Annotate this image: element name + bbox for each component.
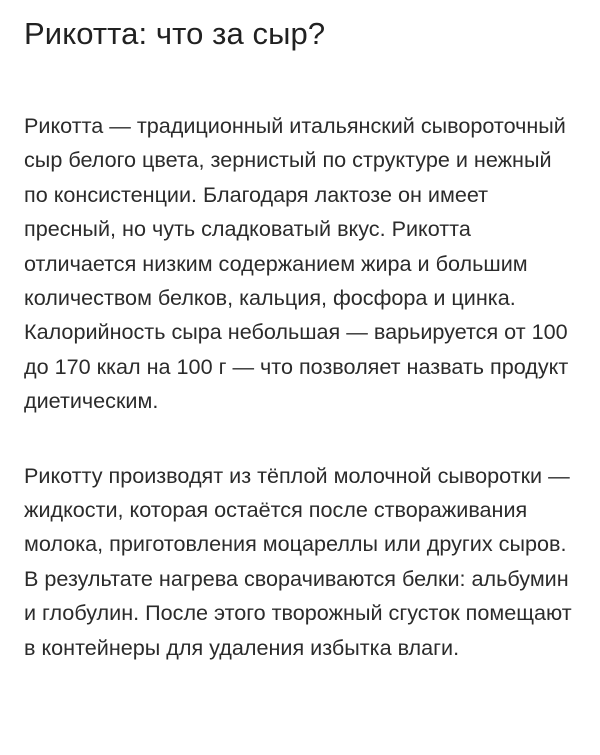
article-title: Рикотта: что за сыр? bbox=[24, 16, 326, 51]
article-paragraph-1: Рикотта — традиционный итальянский сывороточный сыр белого цвета, зернистый по структуре и нежный по консистенции. Благодаря лактозе он имеет пресный, но чуть сладковатый вкус. Рикотта отличается низким содержанием жира и большим количеством белков, кальция, фосфора и цинка. Калорийность сыра небольшая — варьируется от 100 до 170 ккал на 100 г — что позволяет назвать продукт диетическим. bbox=[24, 113, 569, 414]
article-paragraph-2: Рикотту производят из тёплой молочной сыворотки — жидкости, которая остаётся после створаживания молока, приготовления моцареллы или других сыров. В результате нагрева сворачиваются белки: альбумин и глобулин. После этого творожный сгусток помещают в контейнеры для удаления избытка влаги. bbox=[24, 462, 572, 660]
